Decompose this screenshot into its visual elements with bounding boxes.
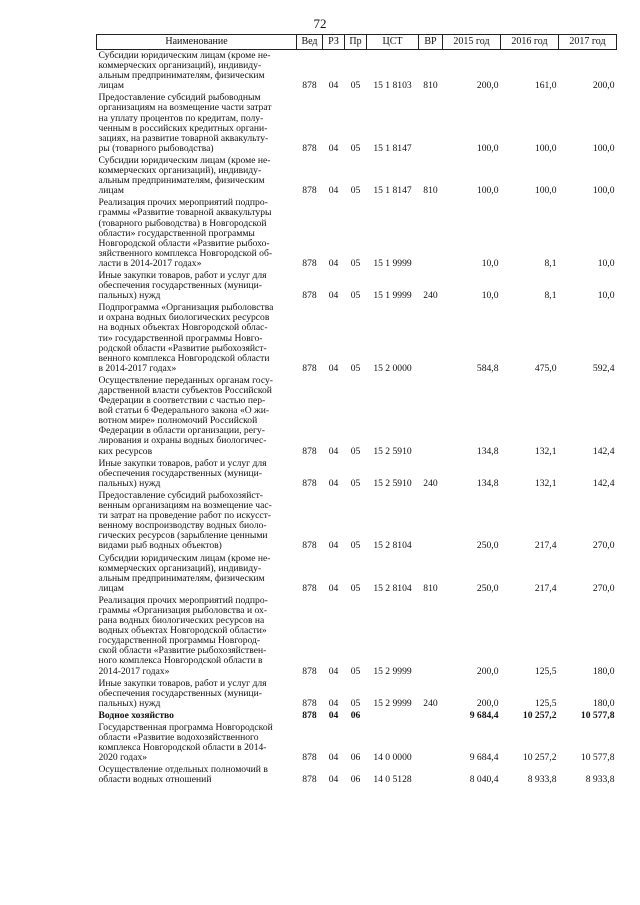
cell-pr: 05 <box>350 142 361 154</box>
cell-cst: 15 2 5910 <box>373 477 412 489</box>
cell-2016: 132,1 <box>534 477 557 489</box>
cell-2015: 8 040,4 <box>469 774 499 786</box>
cell-2015: 134,8 <box>476 445 499 457</box>
cell-cst: 15 2 8104 <box>373 582 412 594</box>
cell-rz: 04 <box>328 185 339 197</box>
cell-2016: 100,0 <box>534 185 557 197</box>
cell-vr: 240 <box>423 290 438 302</box>
cell-rz: 04 <box>328 697 339 709</box>
cell-rz: 04 <box>328 752 339 764</box>
cell-vr <box>419 595 443 678</box>
header-2016: 2016 год <box>501 35 559 50</box>
cell-pr: 05 <box>350 257 361 269</box>
table-row <box>97 710 617 722</box>
cell-2015: 200,0 <box>476 665 499 677</box>
cell-vr: 240 <box>423 477 438 489</box>
table-row <box>97 490 617 553</box>
cell-cst: 15 2 5910 <box>373 445 412 457</box>
cell-cst: 15 1 8147 <box>373 142 412 154</box>
cell-2016: 8,1 <box>544 257 557 269</box>
cell-pr: 05 <box>350 80 361 92</box>
cell-vr <box>419 764 443 786</box>
table-row <box>97 458 617 490</box>
cell-cst: 15 1 9999 <box>373 257 412 269</box>
cell-name: Иные закупки товаров, работ и услуг для обеспечения государственных (муници- пальных) нужд <box>98 269 267 302</box>
cell-2015: 134,8 <box>476 477 499 489</box>
cell-2016: 125,5 <box>534 665 557 677</box>
cell-2016: 10 257,2 <box>522 709 557 721</box>
cell-pr: 05 <box>350 477 361 489</box>
cell-ved: 878 <box>302 142 317 154</box>
cell-name: Субсидии юридическим лицам (кроме не- коммерческих организаций), индивиду- альным предпринимателям, физическим лицам <box>98 50 271 92</box>
cell-cst: 15 2 8104 <box>373 540 412 552</box>
cell-name: Предоставление субсидий рыбоводным организациям на возмещение части затрат на уплату процентов по кредитам, полу- ченным в российских кредитных органи- зациях, на развитие товарной аквакульту- ры (товарного рыбоводства) <box>98 92 272 154</box>
cell-ved: 878 <box>302 709 317 721</box>
header-rz: РЗ <box>323 35 345 50</box>
table-body <box>97 50 617 787</box>
table-row <box>97 595 617 678</box>
cell-2016: 100,0 <box>534 142 557 154</box>
table-row <box>97 270 617 302</box>
cell-2017: 10 577,8 <box>580 709 615 721</box>
cell-2015: 100,0 <box>476 185 499 197</box>
table-header-row <box>97 35 617 50</box>
table-row <box>97 92 617 155</box>
cell-2015: 584,8 <box>476 362 499 374</box>
header-pr: Пр <box>345 35 367 50</box>
cell-2017: 100,0 <box>592 185 615 197</box>
cell-name: Государственная программа Новгородской области «Развитие водохозяйственного комплекса Новгородской области в 2014- 2020 годах» <box>98 722 273 764</box>
cell-cst: 14 0 0000 <box>373 752 412 764</box>
cell-rz: 04 <box>328 290 339 302</box>
table-row <box>97 764 617 786</box>
table-row <box>97 50 617 93</box>
cell-pr: 05 <box>350 445 361 457</box>
cell-vr <box>419 710 443 722</box>
cell-rz: 04 <box>328 709 339 721</box>
cell-2017: 142,4 <box>592 445 615 457</box>
cell-2015: 200,0 <box>476 80 499 92</box>
cell-name: Субсидии юридическим лицам (кроме не- коммерческих организаций), индивиду- альным предпринимателям, физическим лицам <box>98 552 271 594</box>
cell-name: Реализация прочих мероприятий подпро- граммы «Развитие товарной аквакультуры (товарного рыбоводства) в Новгородской области» государственной программы Новгородской области «Развитие рыбохо- зяйственного комплекса Новгородской об- ласти в 2014-2017 годах» <box>98 197 273 269</box>
cell-2017: 270,0 <box>592 540 615 552</box>
table-row <box>97 197 617 270</box>
cell-rz: 04 <box>328 257 339 269</box>
cell-name: Водное хозяйство <box>98 709 174 721</box>
cell-ved: 878 <box>302 362 317 374</box>
cell-2015: 9 684,4 <box>469 709 499 721</box>
cell-pr: 06 <box>350 709 361 721</box>
cell-pr: 06 <box>350 752 361 764</box>
cell-vr: 240 <box>423 697 438 709</box>
cell-ved: 878 <box>302 80 317 92</box>
cell-2017: 8 933,8 <box>585 774 615 786</box>
table-row <box>97 553 617 595</box>
table-row <box>97 375 617 458</box>
cell-2016: 125,5 <box>534 697 557 709</box>
cell-cst: 15 1 8147 <box>373 185 412 197</box>
cell-2017: 180,0 <box>592 697 615 709</box>
cell-rz: 04 <box>328 582 339 594</box>
page-number: 72 <box>313 16 327 31</box>
cell-ved: 878 <box>302 445 317 457</box>
cell-2017: 592,4 <box>592 362 615 374</box>
cell-pr: 05 <box>350 665 361 677</box>
cell-2016: 217,4 <box>534 582 557 594</box>
cell-cst: 15 1 8103 <box>373 80 412 92</box>
cell-2015: 250,0 <box>476 540 499 552</box>
cell-name: Осуществление переданных органам госу- дарственной власти субъектов Российской Федерации в соответствии с частью пер- вой статьи 6 Федерального закона «О жи- вотном мире» полномочий Российской Федерации в области организации, регу- лирования и охраны водных биологичес- ких ресурсов <box>98 374 273 457</box>
cell-rz: 04 <box>328 445 339 457</box>
table-row <box>97 155 617 197</box>
cell-cst <box>367 710 419 722</box>
cell-ved: 878 <box>302 752 317 764</box>
cell-ved: 878 <box>302 582 317 594</box>
cell-name: Подпрограмма «Организация рыболовства и охрана водных биологических ресурсов на водных объектах Новгородской облас- ти» государственной программы Новго- родской области «Развитие рыбохозяйст- венного комплекса Новгородской области в 2014-2017 годах» <box>98 302 274 374</box>
cell-2016: 10 257,2 <box>522 752 557 764</box>
cell-pr: 05 <box>350 185 361 197</box>
cell-pr: 05 <box>350 362 361 374</box>
cell-ved: 878 <box>302 290 317 302</box>
cell-rz: 04 <box>328 665 339 677</box>
cell-2016: 8 933,8 <box>527 774 557 786</box>
cell-pr: 05 <box>350 697 361 709</box>
table-row <box>97 678 617 710</box>
cell-cst: 15 1 9999 <box>373 290 412 302</box>
cell-rz: 04 <box>328 774 339 786</box>
cell-2017: 10,0 <box>597 290 615 302</box>
cell-2016: 132,1 <box>534 445 557 457</box>
table-row <box>97 302 617 375</box>
cell-ved: 878 <box>302 697 317 709</box>
cell-name: Иные закупки товаров, работ и услуг для обеспечения государственных (муници- пальных) нужд <box>98 457 267 489</box>
cell-cst: 15 2 9999 <box>373 665 412 677</box>
cell-cst: 15 2 0000 <box>373 362 412 374</box>
table-row <box>97 722 617 764</box>
cell-rz: 04 <box>328 540 339 552</box>
cell-2017: 142,4 <box>592 477 615 489</box>
cell-2016: 217,4 <box>534 540 557 552</box>
cell-vr <box>419 490 443 553</box>
cell-vr <box>419 722 443 764</box>
cell-2017: 270,0 <box>592 582 615 594</box>
cell-vr: 810 <box>423 582 438 594</box>
cell-2017: 200,0 <box>592 80 615 92</box>
cell-pr: 05 <box>350 582 361 594</box>
cell-2015: 100,0 <box>476 142 499 154</box>
cell-vr: 810 <box>423 80 438 92</box>
cell-2016: 8,1 <box>544 290 557 302</box>
cell-rz: 04 <box>328 362 339 374</box>
cell-rz: 04 <box>328 142 339 154</box>
cell-rz: 04 <box>328 80 339 92</box>
cell-name: Иные закупки товаров, работ и услуг для обеспечения государственных (муници- пальных) нужд <box>98 677 267 709</box>
cell-2015: 10,0 <box>481 257 499 269</box>
cell-2017: 10 577,8 <box>580 752 615 764</box>
cell-2016: 475,0 <box>534 362 557 374</box>
cell-ved: 878 <box>302 257 317 269</box>
cell-2017: 180,0 <box>592 665 615 677</box>
cell-vr <box>419 302 443 375</box>
cell-ved: 878 <box>302 185 317 197</box>
header-name: Наименование <box>97 35 297 50</box>
cell-2017: 100,0 <box>592 142 615 154</box>
cell-vr: 810 <box>423 185 438 197</box>
header-2015: 2015 год <box>443 35 501 50</box>
cell-2015: 10,0 <box>481 290 499 302</box>
header-ved: Вед <box>297 35 323 50</box>
cell-ved: 878 <box>302 540 317 552</box>
cell-2015: 250,0 <box>476 582 499 594</box>
cell-2015: 200,0 <box>476 697 499 709</box>
cell-name: Субсидии юридическим лицам (кроме не- коммерческих организаций), индивиду- альным предпринимателям, физическим лицам <box>98 154 271 197</box>
cell-vr <box>419 197 443 270</box>
budget-table <box>96 34 617 787</box>
cell-cst: 14 0 5128 <box>373 774 412 786</box>
cell-2017: 10,0 <box>597 257 615 269</box>
cell-pr: 05 <box>350 540 361 552</box>
cell-ved: 878 <box>302 665 317 677</box>
cell-name: Осуществление отдельных полномочий в области водных отношений <box>98 764 268 786</box>
header-2017: 2017 год <box>559 35 617 50</box>
cell-cst: 15 2 9999 <box>373 697 412 709</box>
cell-rz: 04 <box>328 477 339 489</box>
cell-pr: 05 <box>350 290 361 302</box>
cell-vr <box>419 92 443 155</box>
cell-name: Предоставление субсидий рыбохозяйст- венным организациям на возмещение час- ти затрат на проведение работ по искусст- венному воспроизводству водных биоло- гических ресурсов (зарыбление ценными видами рыб водных объектов) <box>98 489 272 552</box>
cell-pr: 06 <box>350 774 361 786</box>
cell-ved: 878 <box>302 774 317 786</box>
cell-vr <box>419 375 443 458</box>
cell-2016: 161,0 <box>534 80 557 92</box>
cell-2015: 9 684,4 <box>469 752 499 764</box>
cell-name: Реализация прочих мероприятий подпро- граммы «Организация рыболовства и ох- рана водных биологических ресурсов на водных объектах Новгородской области» государственной программы Новгород- ской области «Развитие рыбохозяйствен- ного комплекса Новгородской области в 2014-2017 годах» <box>98 594 268 677</box>
header-cst: ЦСТ <box>367 35 419 50</box>
cell-ved: 878 <box>302 477 317 489</box>
header-vr: ВР <box>419 35 443 50</box>
